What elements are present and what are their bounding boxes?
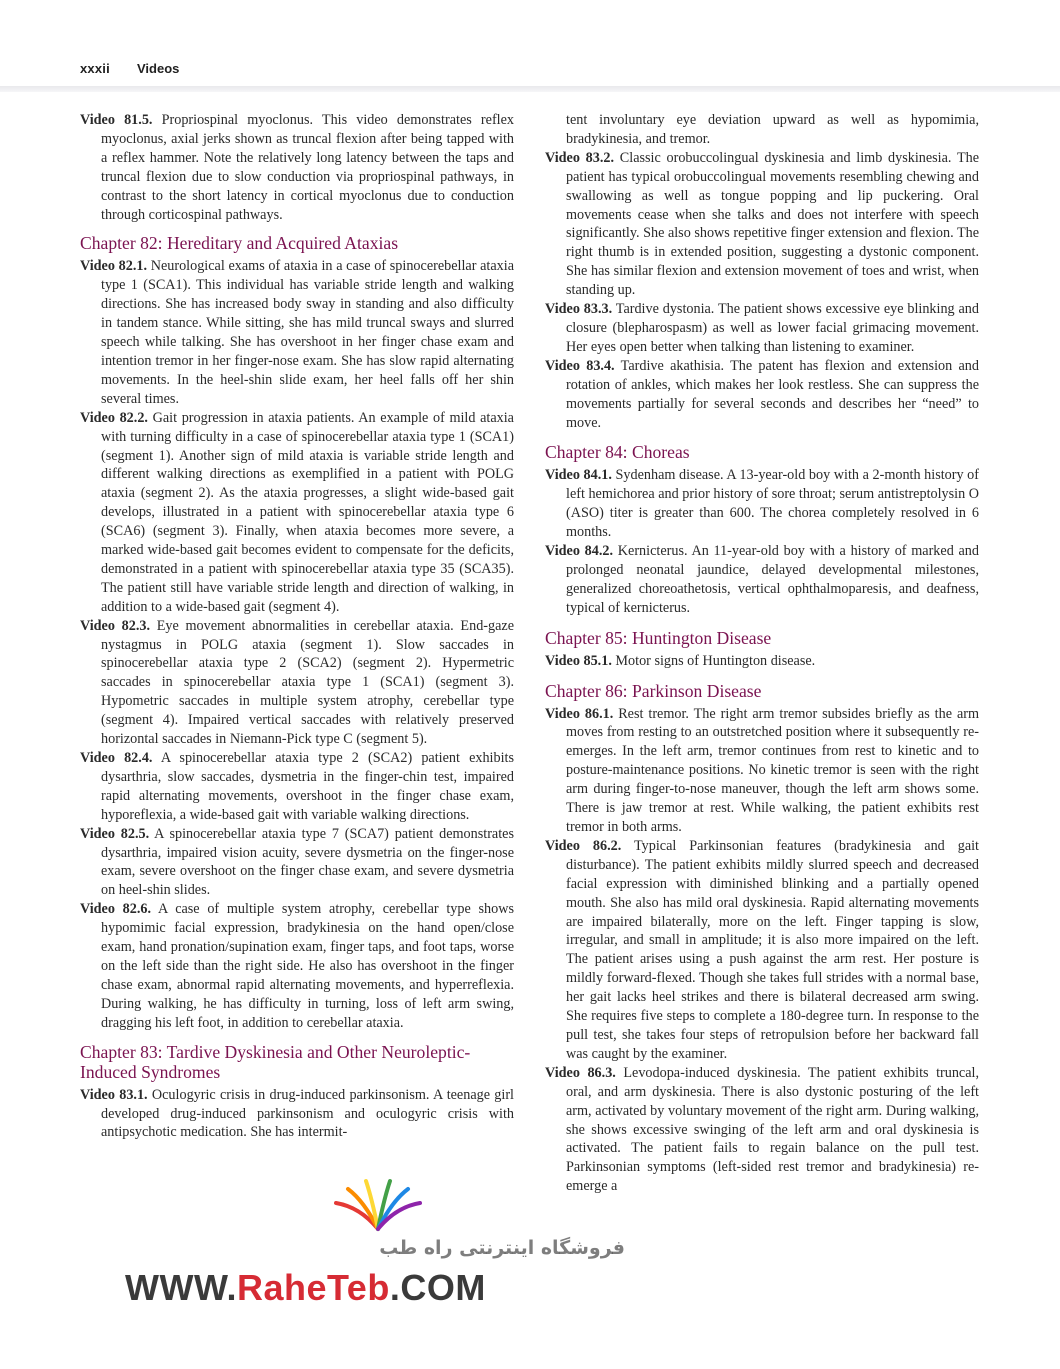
video-entry-81-5 xyxy=(80,111,514,224)
chapter-heading-86: Chapter 86: Parkinson Disease xyxy=(545,680,762,701)
video-label: Video 83.1. xyxy=(80,1086,148,1103)
video-entry-82-2 xyxy=(80,409,514,617)
video-description: Gait progression in ataxia patients. An example of mild ataxia with turning difficulty in a case of spinocerebellar ataxia type 1 (SCA1) (segment 1). Another sign of mild ataxia is variable stride length and different walking directions as exemplified in a patient with POLG ataxia (segment 2). As the ataxia progresses, a slight wide-based gait develops, illustrated in a patient with spinocerebellar ataxia type 6 (SCA6) (segment 3). Finally, when ataxia becomes more severe, a marked wide-based gait becomes evident to compensate for the deficits, demonstrated in a patient with spinocerebellar ataxia type 35 (SCA35). The patient still have variable stride length and direction of walking, in addition to a wide-based gait (segment 4). xyxy=(101,409,514,615)
video-entry-83-4 xyxy=(545,357,979,433)
video-entry-84-2 xyxy=(545,542,979,618)
video-description: A spinocerebellar ataxia type 7 (SCA7) patient demonstrates dysarthria, impaired vision acuity, severe dysmetria on the finger-nose exam, severe overshoot on the finger chase exam, and severe dysmetria on heel-shin slides. xyxy=(101,825,514,899)
video-description: Kernicterus. An 11-year-old boy with a history of marked and prolonged neonatal jaundice, delayed developmental milestones, generalized choreoathetosis, vertical ophthalmoparesis, and deafness, typical of kernicterus. xyxy=(566,543,979,616)
video-entry-85-1 xyxy=(545,652,979,671)
video-entry-86-1 xyxy=(545,705,979,837)
video-description: Typical Parkinsonian features (bradykinesia and gait disturbance). The patient exhibits mildly slurred speech and decreased facial expression with diminished blinking and a partially opened mouth. She also has mild oral dyskinesia. Rapid alternating movements are impaired bilaterally, more on the left. Finger tapping is slow, irregular, and small in amplitude; it is also more impaired on the left. The patient arises using a push against the arm rest. Her posture is mildly forward-flexed. Though she takes full strides with a normal base, her gait lacks heel strikes and there is bilateral decreased arm swing. She requires five steps to complete a 180-degree turn. In response to the pull test, she takes four steps of retropulsion before her backward fall was caught by the examiner. xyxy=(566,837,979,1062)
video-description: Motor signs of Huntington disease. xyxy=(615,652,816,669)
video-description: Neurological exams of ataxia in a case of spinocerebellar ataxia type 1 (SCA1). This individual has variable stride length and walking directions. She has increased body sway in standing and also difficulty in tandem stance. While sitting, she has mild truncal sways and slurred speech while talking. She has overshoot in her finger chase exam and intention tremor in her finger-nose exam. She has slow rapid alternating movements. In the heel-shin slide exam, her heel falls off her shin several times. xyxy=(101,258,515,407)
book-fan-logo-icon xyxy=(330,1177,426,1235)
page-header xyxy=(0,0,1060,92)
video-description: Oculogyric crisis in drug-induced parkinsonism. A teenage girl developed drug-induced parkinsonism and oculogyric crisis with antipsychotic medication. She has intermit- xyxy=(101,1086,514,1141)
watermark-url-brand: RaheTeb xyxy=(236,1267,390,1308)
video-entry-82-3 xyxy=(80,617,514,749)
video-entry-82-6 xyxy=(80,900,514,1032)
video-description: Rest tremor. The right arm tremor subsides briefly as the arm moves from resting to an outstretched position where it subsequently re-emerges. In the left arm, tremor continues from rest to kinetic and to posture-maintenance positions. No kinetic tremor is seen with the right arm during finger-to-nose maneuver, though the left arm shows some. There is jaw tremor at rest. While walking, the patient exhibits rest tremor in both arms. xyxy=(566,705,980,835)
video-entry-82-1 xyxy=(80,257,514,408)
video-label: Video 82.1. xyxy=(80,258,148,275)
video-label: Video 83.2. xyxy=(545,149,615,166)
video-description: A spinocerebellar ataxia type 2 (SCA2) patient exhibits dysarthria, slow saccades, dysmetria in the finger-chin test, impaired rapid alternating movements, overshoot in the finger chase exam, hyporeflexia, a wide-based gait with variable walking directions. xyxy=(101,750,514,823)
video-entry-83-2 xyxy=(545,149,979,300)
video-entry-82-4 xyxy=(80,749,514,825)
video-description: Sydenham disease. A 13-year-old boy with a 2-month history of left hemichorea and prior history of sore throat; serum antistreptolysin O (ASO) titer is greater than 600. The chorea completely resolved in 6 months. xyxy=(566,467,980,541)
video-description: Tardive dystonia. The patient shows excessive eye blinking and closure (blepharospasm) as well as lower facial grimacing movement. Her eyes open better when talking than listening to examiner. xyxy=(566,301,979,355)
chapter-heading-84: Chapter 84: Choreas xyxy=(545,442,690,463)
header-rule xyxy=(0,86,1060,92)
video-label: Video 82.5. xyxy=(80,825,150,842)
watermark-url-suffix: .COM xyxy=(389,1267,486,1308)
chapter-heading-82: Chapter 82: Hereditary and Acquired Ataxias xyxy=(80,233,399,254)
video-entry-83-1 xyxy=(80,1086,514,1143)
video-description: Levodopa-induced dyskinesia. The patient exhibits truncal, oral, and arm dyskinesia. There is also dystonic posturing of the left arm, activated by voluntary movement of the right arm. During walking, she shows excessive swinging of the left arm and oral dyskinesia is activated. The patient fails to regain balance on the pull test. Parkinsonian symptoms (left-sided rest tremor and bradykinesia) re-emerge a xyxy=(566,1064,980,1195)
video-entry-84-1 xyxy=(545,466,979,542)
watermark-url-prefix: WWW. xyxy=(125,1267,237,1308)
video-entry-82-5 xyxy=(80,825,514,901)
video-label: Video 84.2. xyxy=(545,543,614,560)
video-label: Video 83.3. xyxy=(545,301,613,318)
video-description: Eye movement abnormalities in cerebellar ataxia. End-gaze nystagmus in POLG ataxia (segment 1). Slow saccades in spinocerebellar ataxia type 2 (SCA2) (segment 2). Hypermetric saccades in spinocerebellar ataxia type 1 (SCA1) (segment 3). Hypometric saccades in multiple system atrophy, cerebellar type (segment 4). Impaired vertical saccades with relatively preserved horizontal saccades in Niemann-Pick type C (segment 5). xyxy=(101,617,514,748)
video-label: Video 86.3. xyxy=(545,1064,616,1081)
video-description: Tardive akathisia. The patent has flexion and extension and rotation of ankles, which makes her look restless. She can suppress the movements partially for several seconds and describes her “need” to move. xyxy=(566,357,979,431)
video-entry-86-2 xyxy=(545,837,979,1064)
video-entry-86-3 xyxy=(545,1064,979,1196)
watermark-persian-text: فروشگاه اینترنتی راه طب xyxy=(379,1237,625,1259)
video-label: Video 82.2. xyxy=(80,409,148,426)
video-label: Video 83.4. xyxy=(545,357,615,374)
chapter-heading-85: Chapter 85: Huntington Disease xyxy=(545,627,772,648)
video-description: A case of multiple system atrophy, cerebellar type shows hypomimic facial expression, bradykinesia on the hand open/close exam, hand pronation/supination exam, finger taps, and foot taps, worse on the left side than the right side. He also has overshoot in the finger chase exam, abnormal rapid alternating movements, and hyperreflexia. During walking, he has difficulty in turning, loss of left arm swing, dragging his left foot, in addition to cerebellar ataxia. xyxy=(101,901,514,1031)
watermark-url xyxy=(125,1267,486,1309)
page-number: xxxii xyxy=(80,61,110,76)
video-label: Video 86.2. xyxy=(545,837,622,854)
video-entry-83-1-continued: tent involuntary eye deviation upward as well as hypomimia, bradykinesia, and tremor. xyxy=(566,112,979,147)
video-label: Video 82.6. xyxy=(80,901,152,918)
video-description: Propriospinal myoclonus. This video demonstrates reflex myoclonus, axial jerks shown as truncal flexion after being tapped with a reflex hammer. Note the relatively long latency between the taps and truncal flexion due to slow conduction via propriospinal pathways, in contrast to the short latency in cortical myoclonus due to conduction through corticospinal pathways. xyxy=(101,112,514,223)
watermark xyxy=(115,1175,625,1325)
video-label: Video 84.1. xyxy=(545,467,612,484)
right-column xyxy=(545,111,979,1196)
video-label: Video 86.1. xyxy=(545,705,614,722)
left-column xyxy=(80,111,514,1142)
video-entry-83-3 xyxy=(545,300,979,357)
chapter-heading-83: Chapter 83: Tardive Dyskinesia and Other Neuroleptic-Induced Syndromes xyxy=(80,1041,471,1082)
video-label: Video 85.1. xyxy=(545,652,612,669)
video-label: Video 82.3. xyxy=(80,617,151,634)
video-label: Video 82.4. xyxy=(80,750,153,766)
video-description: Classic orobuccolingual dyskinesia and limb dyskinesia. The patient has typical orobuccolingual movements resembling chewing and swallowing as well as tongue popping and lip puckering. Oral movements cease when she talks and does not interfere with speech significantly. She also shows repetitive finger extension and flexion. The right thumb is in extended position, suggesting a dystonic component. She has similar flexion and extension movement of toes and wrist, when standing up. xyxy=(566,149,980,299)
video-label: Video 81.5. xyxy=(80,112,153,128)
running-head: Videos xyxy=(137,61,180,76)
